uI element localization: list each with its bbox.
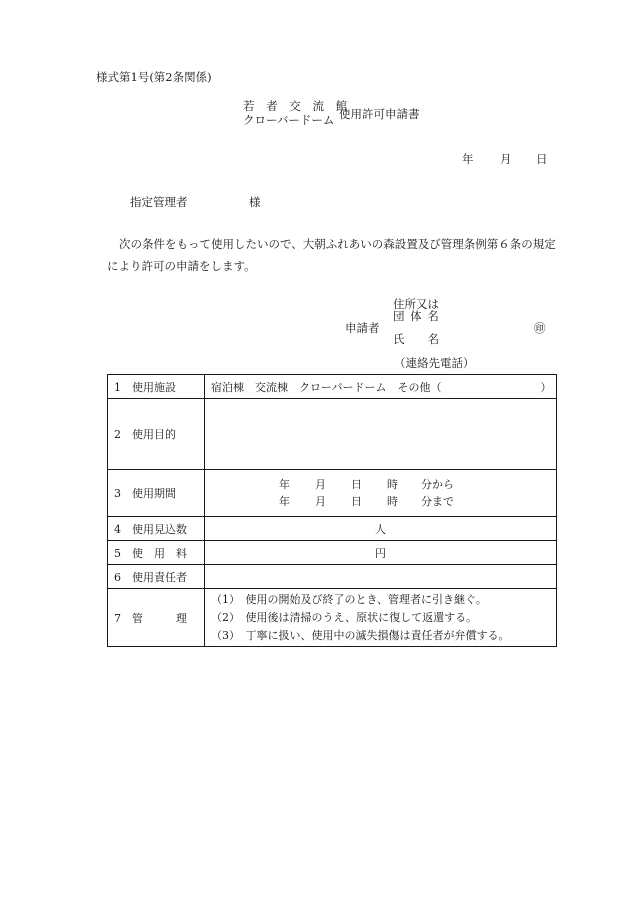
date-day-label: 日 (536, 152, 548, 166)
table-row (108, 541, 557, 565)
period-end: 年 月 日 時 分まで (279, 495, 454, 508)
addressee-honorific: 様 (249, 195, 261, 209)
facility-name-line1: 若 者 交 流 館 (243, 99, 352, 113)
table-row (108, 470, 557, 517)
table-row (108, 517, 557, 541)
applicant-label: 申請者 (345, 321, 380, 335)
attendance-field[interactable]: 人 (205, 517, 557, 541)
addressee-role: 指定管理者 (130, 195, 188, 209)
table-row (108, 399, 557, 470)
management-term-1: （1） 使用の開始及び終了のとき、管理者に引き継ぐ。 (211, 592, 487, 606)
date-year-label: 年 (462, 152, 474, 166)
row-label-purpose: 2 使用目的 (108, 399, 205, 470)
form-number: 様式第1号(第2条関係) (96, 70, 212, 84)
row-label-responsible: 6 使用責任者 (108, 565, 205, 589)
date-month-label: 月 (500, 152, 512, 166)
facility-options[interactable]: 宿泊棟 交流棟 クローバードーム その他（ ） (205, 375, 557, 399)
body-line-1: 次の条件をもって使用したいので、大朝ふれあいの森設置及び管理条例第６条の規定 (119, 237, 556, 251)
fee-field[interactable]: 円 (205, 541, 557, 565)
management-term-2: （2） 使用後は清掃のうえ、原状に復して返還する。 (211, 610, 478, 624)
applicant-group-label: 団 体 名 (393, 309, 440, 323)
body-line-2: により許可の申請をします。 (107, 259, 256, 273)
document-title: 使用許可申請書 (339, 107, 420, 121)
row-label-facility: 1 使用施設 (108, 375, 205, 399)
table-row (108, 589, 557, 647)
management-term-3: （3） 丁寧に扱い、使用中の滅失損傷は責任者が弁償する。 (211, 628, 510, 642)
facility-name-line2: クローバードーム (243, 113, 335, 127)
purpose-field[interactable] (205, 399, 557, 470)
seal-mark: ㊞ (534, 321, 546, 335)
period-start: 年 月 日 時 分から (279, 478, 454, 491)
applicant-name-label: 氏 名 (393, 332, 439, 346)
row-label-attendance: 4 使用見込数 (108, 517, 205, 541)
contact-phone-label: （連絡先電話） (394, 356, 475, 370)
table-row (108, 565, 557, 589)
responsible-person-field[interactable] (205, 565, 557, 589)
row-label-management: 7 管 理 (108, 589, 205, 647)
table-row (108, 375, 557, 399)
applicant-address-label: 住所又は (393, 297, 439, 311)
period-field[interactable] (205, 470, 557, 517)
row-label-fee: 5 使 用 料 (108, 541, 205, 565)
management-terms (205, 589, 557, 647)
row-label-period: 3 使用期間 (108, 470, 205, 517)
application-table (107, 374, 557, 647)
